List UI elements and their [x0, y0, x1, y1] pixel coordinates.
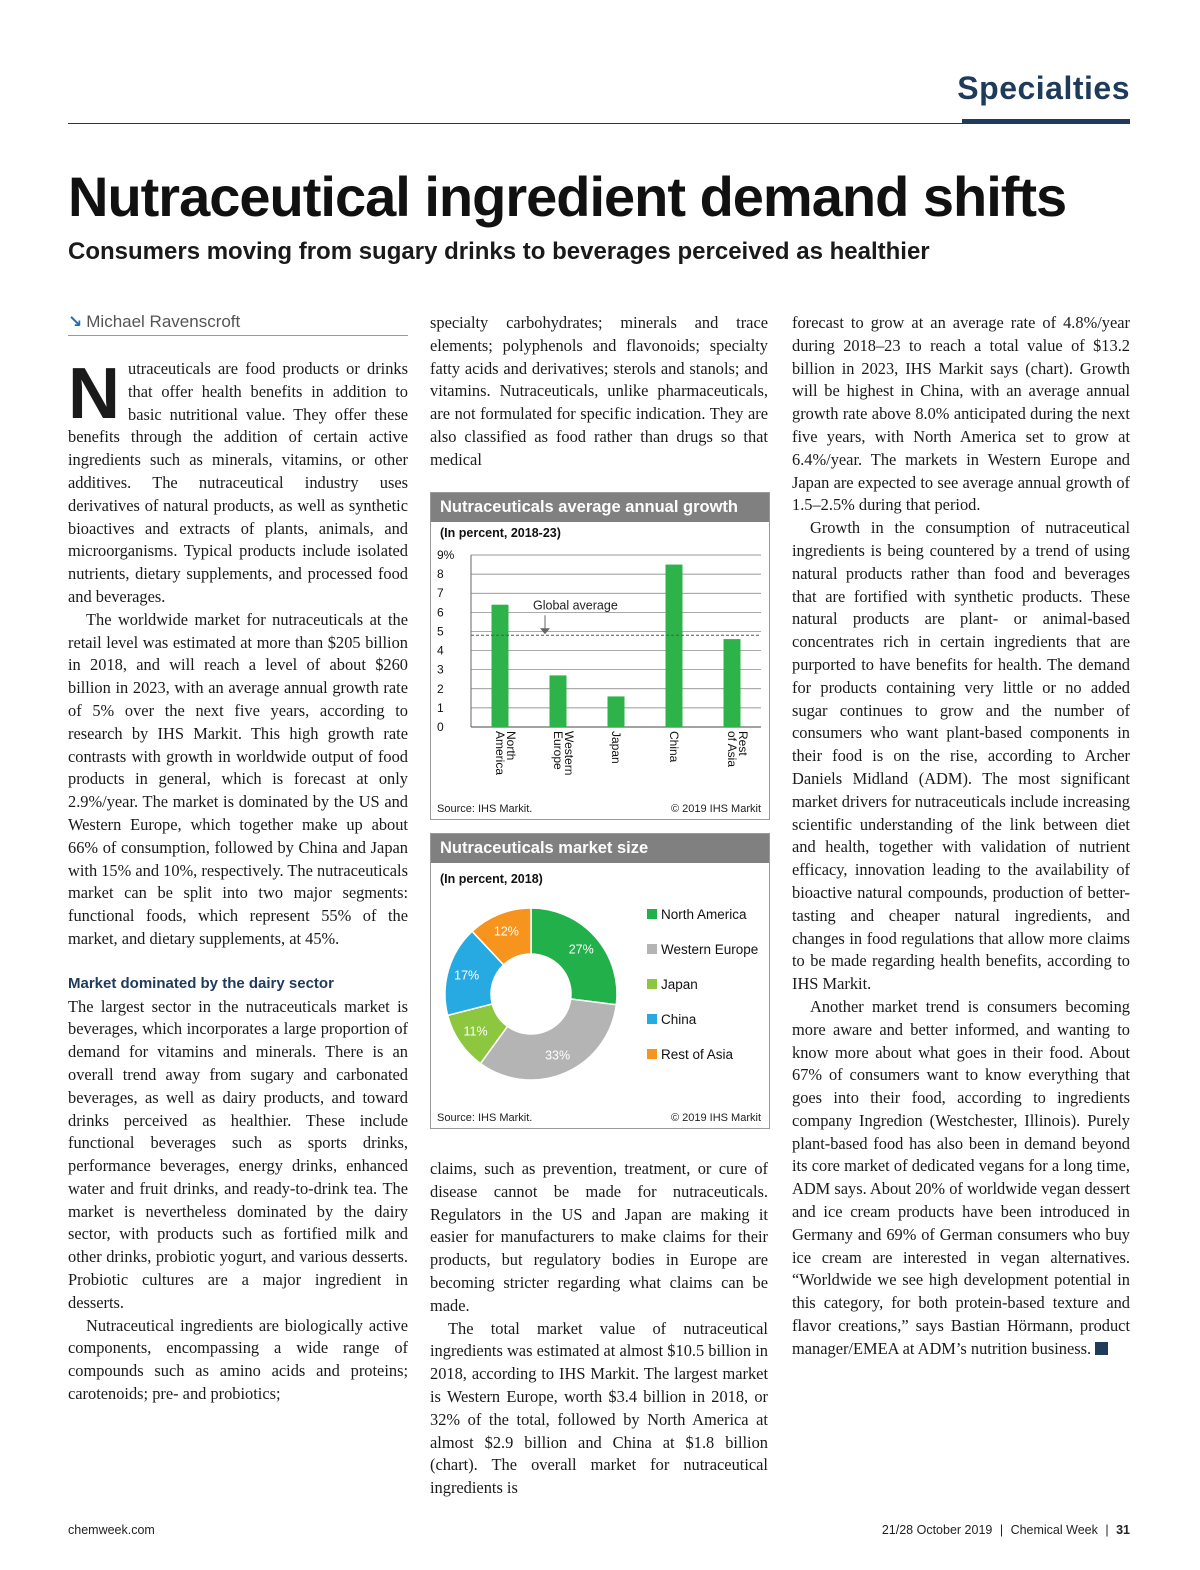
y-tick-label: 7 [437, 586, 444, 601]
chart-title: Nutraceuticals market size [431, 834, 769, 863]
slice-label: 12% [493, 924, 519, 939]
legend-label: Western Europe [661, 942, 759, 957]
paragraph-text: utraceuticals are food products or drinks that offer health benefits in addition to basic nutritional value. They offer these benefits through the addition of certain active ingredients such as minerals, vitamins, or other additives. The nutraceutical industry uses derivatives of natural products, as well as synthetic bioactives and extracts of plants, animals, and microorganisms. Typical products include isolated nutrients, dietary supplements, and processed food and beverages. [68, 359, 408, 606]
paragraph [68, 354, 408, 609]
paragraph: Nutraceutical ingredients are biologically active components, encompassing a wide range of compounds such as amino acids and proteins; carotenoids; pre- and probiotics; [68, 1315, 408, 1404]
y-tick-label: 8 [437, 567, 444, 582]
subsection-heading: Market dominated by the dairy sector [68, 974, 334, 992]
bar [724, 639, 741, 727]
y-tick-label: 9% [437, 549, 455, 562]
pie-chart-panel [430, 833, 770, 1129]
chart-title: Nutraceuticals average annual growth [431, 493, 769, 522]
x-tick-label-line: China [667, 731, 681, 763]
y-tick-label: 5 [437, 624, 444, 639]
footer-separator: | [999, 1523, 1004, 1537]
y-tick-label: 3 [437, 662, 444, 677]
donut-slice [480, 999, 616, 1080]
byline-arrow-icon: ↘ [68, 312, 83, 331]
x-tick-label [725, 731, 750, 767]
legend-label: China [661, 1012, 697, 1027]
y-tick-label: 4 [437, 643, 444, 658]
bar [608, 696, 625, 727]
paragraph: The worldwide market for nutraceuticals at the retail level was estimated at more than $205 billion in 2018, and will reach a level of about $260 billion in 2023, with an average annual growth rate of 5% over the next five years, according to research by IHS Markit. This high growth rate contrasts with growth in worldwide output of food products in general, which is forecast at only 2.9%/year. The market is dominated by the US and Western Europe, which together make up about 66% of consumption, followed by China and Japan with 15% and 10%, respectively. The nutraceuticals market can be split into two major segments: functional foods, which represent 55% of the market, and dietary supplements, at 45%. [68, 609, 408, 948]
headline: Nutraceutical ingredient demand shifts [68, 165, 1067, 228]
footer-website: chemweek.com [68, 1523, 155, 1537]
bar [666, 565, 683, 727]
end-mark-icon [1095, 1342, 1108, 1355]
y-tick-label: 6 [437, 605, 444, 620]
x-tick-label-line: Japan [609, 731, 623, 764]
column-1 [68, 354, 408, 1406]
author-name: Michael Ravenscroft [86, 312, 241, 331]
column-2-top [430, 312, 768, 472]
x-tick-label [609, 731, 623, 764]
legend-swatch [647, 1014, 657, 1024]
chart-subtitle: (In percent, 2018-23) [440, 526, 561, 540]
global-average-label: Global average [533, 598, 618, 613]
y-tick-label: 0 [437, 720, 444, 734]
bar [550, 675, 567, 727]
x-tick-label [667, 731, 681, 763]
footer-publication: Chemical Week [1010, 1523, 1098, 1537]
chart-source: Source: IHS Markit. [437, 1112, 533, 1124]
byline [68, 312, 408, 336]
legend-swatch [647, 1049, 657, 1059]
paragraph: specialty carbohydrates; minerals and trace elements; polyphenols and flavonoids; specialty fatty acids and derivatives; sterols and stanols; and vitamins. Nutraceuticals, unlike pharmaceuticals, are not formulated for specific indication. They are also classified as food rather than drugs so that medical [430, 313, 768, 469]
footer-info [882, 1523, 1130, 1537]
slice-label: 33% [545, 1048, 571, 1063]
chart-copyright: © 2019 IHS Markit [670, 803, 761, 815]
paragraph: forecast to grow at an average rate of 4.8%/year during 2018–23 to reach a total value of $13.2 billion in 2023, IHS Markit says (chart). Growth will be highest in China, with an average annual growth rate above 8.0% anticipated during the next five years, with North America set to grow at 6.4%/year. The markets in Western Europe and Japan are expected to see average annual growth of 1.5–2.5% during that period. [792, 313, 1130, 515]
paragraph: The total market value of nutraceutical ingredients was estimated at almost $10.5 billion in 2018, according to IHS Markit. The largest market is Western Europe, worth $3.4 billion in 2018, or 32% of the total, followed by North America at almost $2.9 billion and China at $1.8 billion (chart). The overall market for nutraceutical ingredients is [430, 1318, 768, 1498]
x-tick-label-line: of Asia [725, 731, 739, 768]
subheadline: Consumers moving from sugary drinks to beverages perceived as healthier [68, 238, 930, 265]
donut-chart [431, 894, 769, 1114]
x-tick-label-line: Rest [736, 731, 750, 756]
section-label: Specialties [957, 70, 1130, 106]
slice-label: 27% [568, 942, 594, 957]
x-tick-label [493, 731, 518, 775]
legend-label: Japan [661, 977, 698, 992]
drop-cap: N [68, 354, 120, 434]
y-tick-label: 1 [437, 700, 444, 715]
chart-footer [437, 803, 761, 815]
paragraph: The largest sector in the nutraceuticals market is beverages, which incorporates a large proportion of demand for vitamins and minerals. There is an overall trend away from sugary and carbonated beverages, as well as dairy products, and toward drinks perceived as healthier. These include functional beverages such as sports drinks, performance beverages, energy drinks, enhanced water and fruit drinks, and ready-to-drink tea. The market is nevertheless dominated by the dairy sector, with products such as fortified milk and other drinks, probiotic yogurt, and various desserts. Probiotic cultures are a major ingredient in desserts. [68, 996, 408, 1312]
chart-copyright: © 2019 IHS Markit [670, 1112, 761, 1124]
bar [492, 605, 509, 727]
chart-footer [437, 1112, 761, 1124]
x-tick-label [551, 731, 576, 775]
footer-separator: | [1105, 1523, 1109, 1537]
y-tick-label: 2 [437, 681, 444, 696]
paragraph: Growth in the consumption of nutraceutical ingredients is being countered by a trend of using natural products rather than food and beverages that are fortified with synthetic products. These natural products are plant- or animal-based concentrates rich in certain ingredients that are purported to have benefits for health. The demand for products containing very little or no added sugar continues to grow and the number of consumers who want plant-based components in their food is on the rise, according to Archer Daniels Midland (ADM). The most significant market drivers for nutraceuticals include increasing scientific understanding of the link between diet and health, together with validation of nutrient efficacy, innovation leading to the availability of bioactive natural compounds, production of better-tasting and cheaper natural ingredients, and changes in food regulations that allow more claims to be made regarding health benefits, according to IHS Markit. [792, 518, 1130, 994]
paragraph [792, 996, 1130, 1361]
legend-label: Rest of Asia [661, 1047, 734, 1062]
column-3 [792, 312, 1130, 1361]
chart-source: Source: IHS Markit. [437, 803, 533, 815]
footer-date: 21/28 October 2019 [881, 1523, 993, 1537]
column-2-bottom [430, 1158, 768, 1500]
bar-chart-panel [430, 492, 770, 820]
legend-swatch [647, 944, 657, 954]
header-rule-accent [962, 119, 1130, 124]
x-tick-label-line: Western [562, 731, 576, 776]
x-tick-label-line: North [504, 731, 518, 761]
paragraph: claims, such as prevention, treatment, or cure of disease cannot be made for nutraceuticals. Regulators in the US and Japan are making it easier for manufacturers to make claims for their products, but regulatory bodies in Europe are becoming stricter regarding what claims can be made. [430, 1159, 768, 1315]
legend-swatch [647, 909, 657, 919]
x-tick-label-line: Europe [551, 731, 565, 770]
bar-chart [431, 549, 769, 809]
slice-label: 11% [463, 1024, 488, 1039]
page-number: 31 [1116, 1523, 1130, 1537]
paragraph-text: Another market trend is consumers becoming more aware and better informed, and wanting to know more about what goes in their food. About 67% of consumers want to know everything that goes into their food, according to ingredients company Ingredion (Westchester, Illinois). Purely plant-based food has also been in demand beyond its core market of dedicated vegans for a long time, ADM says. About 20% of worldwide vegan dessert and ice cream products have been introduced in Germany and 69% of German consumers who buy ice cream are interested in vegan alternatives. “Worldwide we see high development potential in this category, for both protein-based texture and flavor creations,” says Bastian Hörmann, product manager/EMEA at ADM’s nutrition business. [792, 996, 1130, 1358]
legend-swatch [647, 979, 657, 989]
x-tick-label-line: America [493, 731, 507, 776]
slice-label: 17% [454, 968, 480, 983]
legend-label: North America [661, 907, 747, 922]
chart-subtitle: (In percent, 2018) [440, 872, 543, 886]
